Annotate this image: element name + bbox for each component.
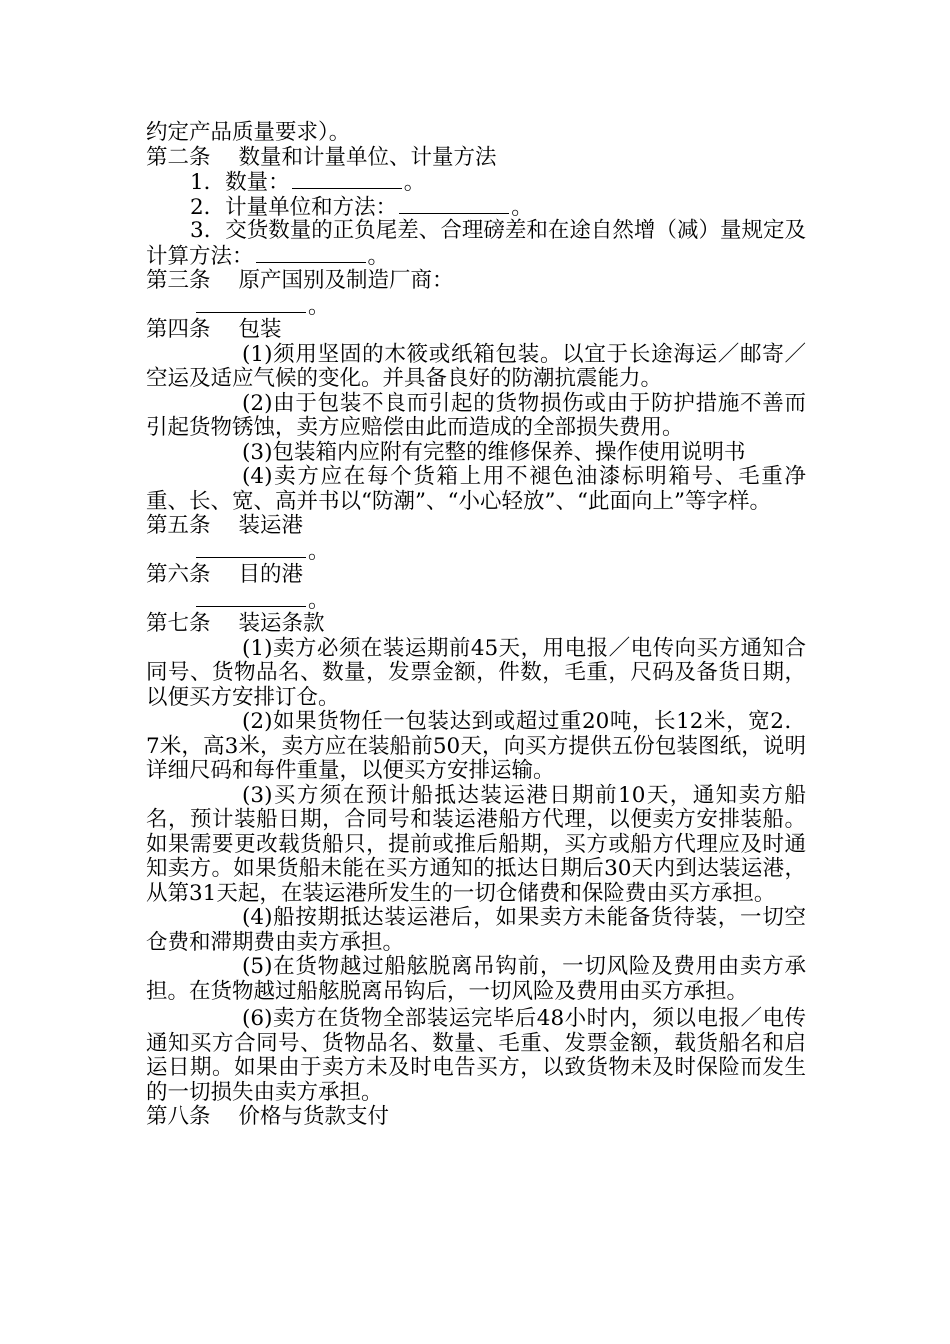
article-7-clause-1: (1)卖方必须在装运期前45天，用电报／电传向买方通知合同号、货物品名、数量，发票金额，件数，毛重，尺码及备货日期，以便买方安排订仓。 xyxy=(146,635,806,710)
article-4-clause-4: (4)卖方应在每个货箱上用不褪色油漆标明箱号、毛重净重、长、宽、高并书以“防潮”、“小心轻放”、“此面向上”等字样。 xyxy=(146,464,806,514)
fill-blank[interactable] xyxy=(196,539,306,558)
article-5-heading xyxy=(146,514,806,539)
article-6-heading xyxy=(146,563,806,588)
fill-blank[interactable] xyxy=(399,195,509,214)
article-title: 数量和计量单位、计量方法 xyxy=(238,144,497,170)
article-3-blank-line xyxy=(146,294,806,319)
article-title: 原产国别及制造厂商： xyxy=(238,268,454,293)
article-8-heading xyxy=(146,1105,806,1130)
fill-blank[interactable] xyxy=(292,170,402,189)
article-number: 第三条 xyxy=(146,268,211,293)
article-7-clause-6: (6)卖方在货物全部装运完毕后48小时内，须以电报／电传通知买方合同号、货物品名、数量、毛重、发票金额，载货船名和启运日期。如果由于卖方未及时电告买方，以致货物未及时保险而发生的一切损失由卖方承担。 xyxy=(146,1006,806,1105)
article-4-clause-2: (2)由于包装不良而引起的货物损伤或由于防护措施不善而引起货物锈蚀，卖方应赔偿由此而造成的全部损失费用。 xyxy=(146,390,806,440)
article-number: 第八条 xyxy=(146,1104,211,1129)
item-label: 1．数量： xyxy=(190,170,290,195)
article-7-clause-3: (3)买方须在预计船抵达装运港日期前10天，通知卖方船名，预计装船日期，合同号和装运港船方代理，以便卖方安排装船。如果需要更改载货船只，提前或推后船期，买方或船方代理应及时通知卖方。如果货船未能在买方通知的抵达日期后30天内到达装运港，从第31天起，在装运港所发生的一切仓储费和保险费由买方承担。 xyxy=(146,782,806,906)
fill-blank[interactable] xyxy=(256,244,366,263)
article-number: 第二条 xyxy=(146,144,211,170)
item-end: 。 xyxy=(511,194,533,220)
article-5-blank-line xyxy=(146,539,806,564)
article-title: 目的港 xyxy=(238,562,304,587)
fill-blank[interactable] xyxy=(196,294,306,313)
article-6-blank-line xyxy=(146,588,806,613)
article-title: 包装 xyxy=(238,317,282,342)
item-text: 3．交货数量的正负尾差、合理磅差和在途自然增（减）量规定及计算方法： xyxy=(146,218,806,269)
article-title: 装运条款 xyxy=(238,611,325,636)
article-7-clause-5: (5)在货物越过船舷脱离吊钩前，一切风险及费用由卖方承担。在货物越过船舷脱离吊钩后，一切风险及费用由买方承担。 xyxy=(146,954,806,1004)
article-3-heading xyxy=(146,269,806,294)
article-number: 第七条 xyxy=(146,611,211,636)
article-4-clause-1: (1)须用坚固的木筱或纸箱包装。以宜于长途海运／邮寄／空运及适应气候的变化。并具备良好的防潮抗震能力。 xyxy=(146,341,806,391)
article-2-item-2 xyxy=(146,195,806,220)
contract-page xyxy=(146,121,806,1130)
article-2-item-3 xyxy=(146,219,806,269)
item-end: 。 xyxy=(403,170,426,195)
article-7-clause-2: (2)如果货物任一包装达到或超过重20吨，长12米，宽2．7米，高3米，卖方应在装船前50天，向买方提供五份包装图纸，说明详细尺码和每件重量，以便买方安排运输。 xyxy=(146,709,806,783)
item-end: 。 xyxy=(308,587,330,613)
article-number: 第五条 xyxy=(146,513,211,538)
item-label: 2．计量单位和方法： xyxy=(190,194,398,220)
item-end: 。 xyxy=(367,243,390,269)
article-2-item-1 xyxy=(146,170,806,195)
article-2-heading xyxy=(146,146,806,171)
item-end: 。 xyxy=(308,538,330,564)
article-4-heading xyxy=(146,318,806,343)
article-7-heading xyxy=(146,612,806,637)
fill-blank[interactable] xyxy=(196,588,306,607)
intro-tail: 约定产品质量要求）。 xyxy=(146,120,351,145)
item-end: 。 xyxy=(308,293,330,319)
article-number: 第六条 xyxy=(146,562,211,587)
article-4-clause-3: (3)包装箱内应附有完整的维修保养、操作使用说明书 xyxy=(242,439,746,465)
article-title: 装运港 xyxy=(238,513,304,538)
article-number: 第四条 xyxy=(146,317,211,342)
article-title: 价格与货款支付 xyxy=(238,1104,390,1129)
article-7-clause-4: (4)船按期抵达装运港后，如果卖方未能备货待装，一切空仓费和滞期费由卖方承担。 xyxy=(146,905,806,955)
